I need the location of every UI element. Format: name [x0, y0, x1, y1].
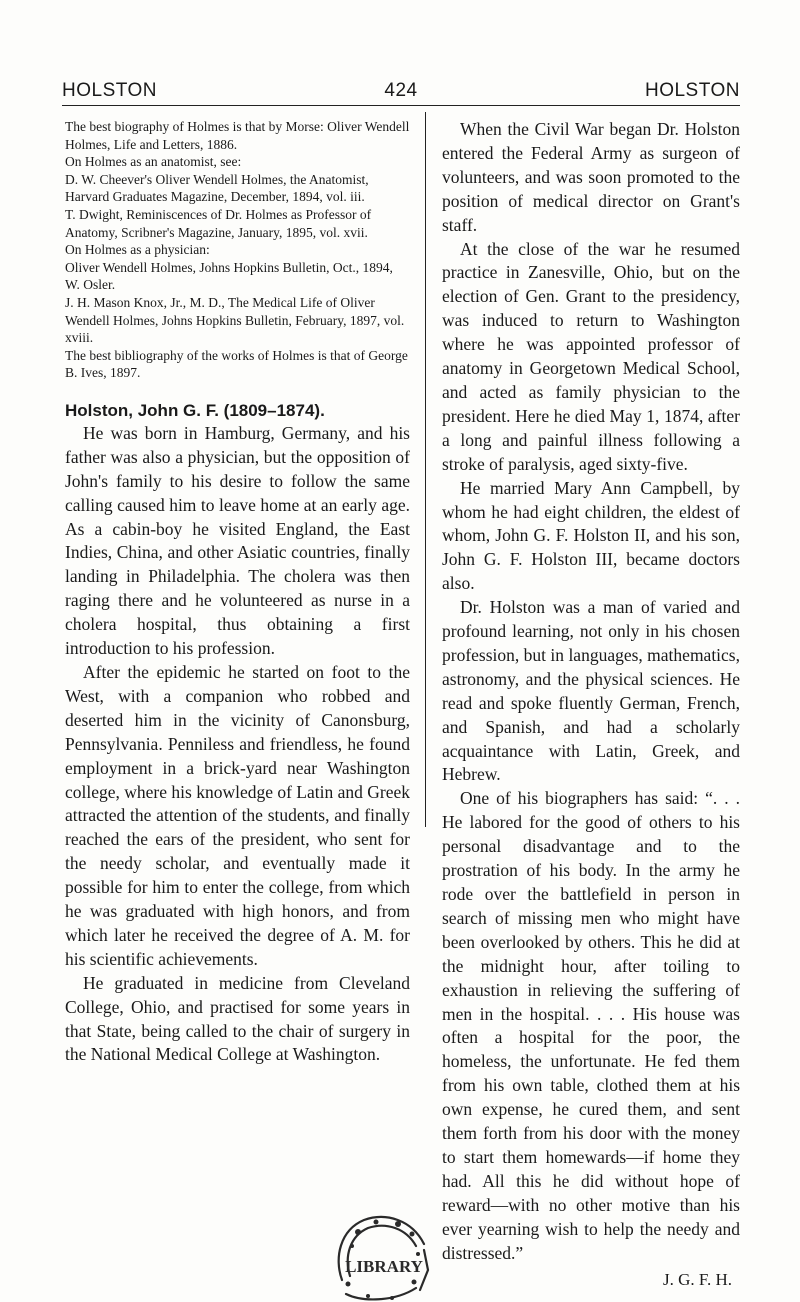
right-column: [442, 118, 740, 1292]
reference-item: T. Dwight, Reminiscences of Dr. Holmes as Professor of Anatomy, Scribner's Magazine, January, 1895, vol. xvii.: [65, 206, 372, 240]
reference-list: [65, 118, 410, 382]
library-stamp-icon: [328, 1210, 432, 1302]
right-body: [442, 118, 740, 1266]
header-rule: [62, 105, 740, 106]
paragraph: After the epidemic he started on foot to the West, with a companion who robbed and deserted him in the vicinity of Canonsburg, Pennsylvania. Penniless and friendless, he found employment in a brick-yard near Washington college, where his knowledge of Latin and Greek attracted the attention of the students, and finally reached the ears of the president, who sent for the needy scholar, and eventually made it possible for him to enter the college, from which he was graduated with high honors, and from which later he received the degree of A. M. for his scientific achievements.: [65, 661, 411, 969]
left-body: [65, 422, 410, 1067]
paragraph: He was born in Hamburg, Germany, and his father was also a physician, but the opposition of John's family to his desire to follow the same calling caused him to leave home at an early age. As a cabin-boy he visited England, the East Indies, China, and other Asiatic countries, finally landing in Philadelphia. The cholera was then raging there and he volunteered as nurse in a cholera hospital, thus obtaining a first introduction to his profession.: [65, 422, 410, 659]
author-signature: J. G. F. H.: [662, 1269, 732, 1289]
paragraph: He married Mary Ann Campbell, by whom he had eight children, the eldest of whom, John G. F. Holston II, and his son, John G. F. Holston III, became doctors also.: [442, 477, 740, 594]
page-number: 424: [384, 80, 418, 101]
running-head-left: HOLSTON: [62, 80, 158, 101]
reference-item: J. H. Mason Knox, Jr., M. D., The Medical Life of Oliver Wendell Holmes, Johns Hopkins Bulletin, February, 1897, vol. xviii.: [65, 294, 405, 346]
paragraph: Dr. Holston was a man of varied and profound learning, not only in his chosen profession, but in languages, mathematics, astronomy, and the physical sciences. He read and spoke fluently German, French, and Spanish, and had a scholarly acquaintance with Latin, Greek, and Hebrew.: [442, 597, 740, 785]
left-column: [65, 118, 410, 1067]
reference-item: On Holmes as an anatomist, see:: [65, 154, 242, 170]
reference-item: Oliver Wendell Holmes, Johns Hopkins Bulletin, Oct., 1894, W. Osler.: [65, 259, 393, 293]
reference-item: D. W. Cheever's Oliver Wendell Holmes, the Anatomist, Harvard Graduates Magazine, December, 1894, vol. iii.: [65, 171, 369, 205]
paragraph: When the Civil War began Dr. Holston entered the Federal Army as surgeon of volunteers, and was soon promoted to the position of medical director on Grant's staff.: [442, 119, 740, 235]
paragraph: He graduated in medicine from Cleveland College, Ohio, and practised for some years in that State, being called to the chair of surgery in the National Medical College at Washington.: [65, 972, 410, 1065]
running-head-right: HOLSTON: [644, 80, 740, 101]
running-head: [62, 80, 740, 106]
entry-heading: Holston, John G. F. (1809–1874).: [65, 400, 325, 420]
column-rule: [425, 112, 426, 827]
reference-item: The best biography of Holmes is that by Morse: Oliver Wendell Holmes, Life and Letters, 1886.: [65, 119, 410, 152]
reference-item: The best bibliography of the works of Holmes is that of George B. Ives, 1897.: [65, 347, 408, 381]
paragraph: At the close of the war he resumed practice in Zanesville, Ohio, but on the election of Gen. Grant to the presidency, was induced to return to Washington where he was appointed professor of anatomy in Georgetown Medical School, and acted as family physician to the president. Here he died May 1, 1874, after a long and painful illness following a stroke of paralysis, aged sixty-five.: [442, 238, 740, 474]
paragraph: One of his biographers has said: “. . . He labored for the good of others to his personal disadvantage and to the prostration of his body. In the army he rode over the battlefield in person in search of missing men who might have been overlooked by others. This he did at the midnight hour, after toiling to exhaustion in relieving the suffering of men in the hospital. . . . His house was often a hospital for the poor, the homeless, the unfortunate. He fed them from his own table, clothed them at his own expense, he cured them, and sent them forth from his door with the money to start them homewards—if home they had. All this he did without hope of reward—with no other motive than his ever yearning wish to help the needy and distressed.”: [442, 788, 740, 1263]
reference-item: On Holmes as a physician:: [65, 242, 210, 258]
stamp-label: LIBRARY: [345, 1257, 423, 1276]
